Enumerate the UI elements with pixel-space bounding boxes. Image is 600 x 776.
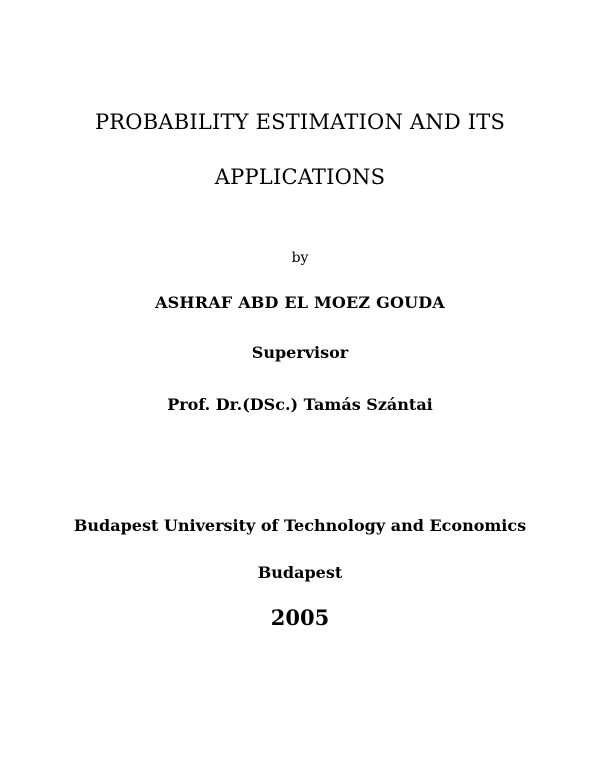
city-name: Budapest	[257, 563, 343, 582]
by-label: by	[291, 250, 309, 266]
year: 2005	[270, 605, 330, 630]
thesis-title-line-2: APPLICATIONS	[214, 165, 386, 189]
supervisor-name: Prof. Dr.(DSc.) Tamás Szántai	[167, 395, 433, 414]
thesis-title-line-1: PROBABILITY ESTIMATION AND ITS	[94, 110, 506, 134]
institution-name: Budapest University of Technology and Economics	[73, 516, 527, 535]
supervisor-label: Supervisor	[251, 343, 349, 362]
author-name: ASHRAF ABD EL MOEZ GOUDA	[155, 293, 445, 312]
